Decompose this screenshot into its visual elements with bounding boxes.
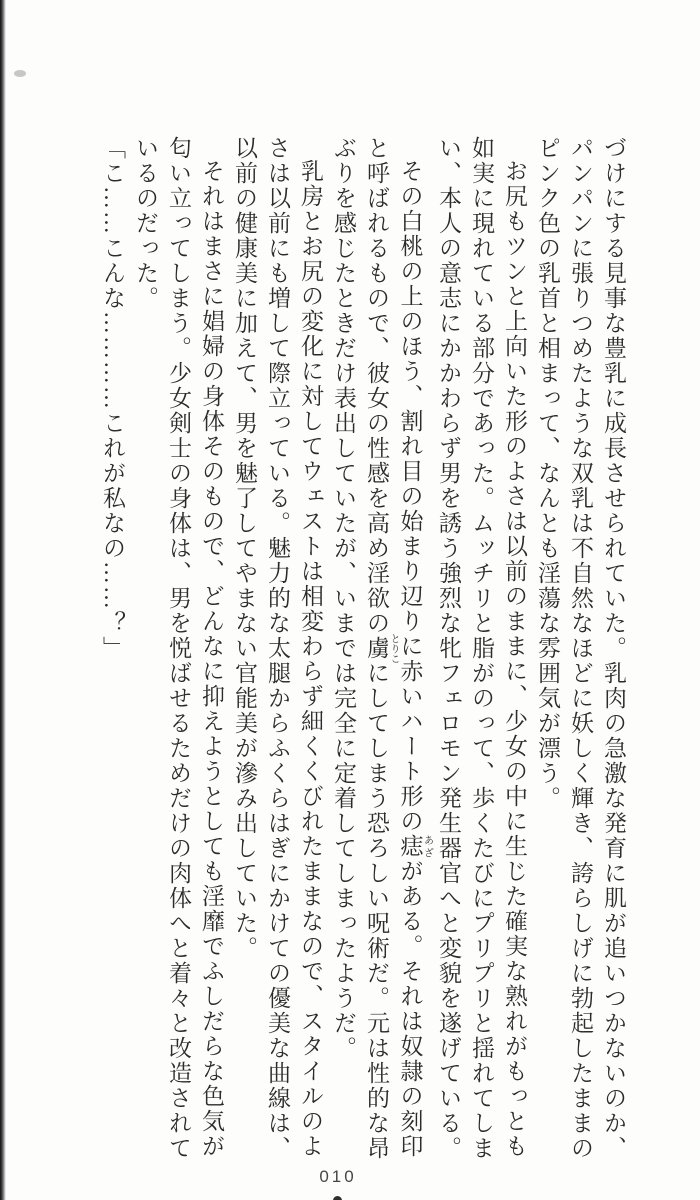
text-run: 「こ……こんな…………これが私なの……？」: [100, 136, 125, 661]
ruby-word: [397, 834, 433, 859]
ruby-base: 虜: [364, 633, 389, 664]
ruby-base: 痣: [397, 834, 423, 859]
footer-dot: [333, 1196, 342, 1200]
ruby-word: [364, 633, 399, 664]
ruby-furigana: あざ: [421, 834, 433, 859]
paragraph: [129, 136, 228, 1166]
paragraph: [327, 136, 432, 1166]
scan-smudge: [14, 70, 26, 77]
paragraph: [531, 136, 630, 1166]
page-number: 010: [319, 1167, 357, 1186]
page-text: [68, 136, 630, 1166]
text-run: にしてしまう恐ろしい呪術だ。元は性的な昂ぶりを感じたときだけ表出していたが、いまでは完全に定着してしまったようだ。: [331, 136, 389, 1161]
page-edge-shadow: [0, 0, 6, 1200]
text-run: がある。それは奴隷の刻印と呼ばれるもので、彼女の性感を高め淫欲の: [364, 136, 423, 1159]
ruby-furigana: とりこ: [388, 633, 399, 664]
text-run: その白桃の上のほう、割れ目の始まり辺りに赤いハート形の: [397, 159, 423, 834]
paragraph: [228, 136, 327, 1166]
text-run: お尻もツンと上向いた形のよさは以前のままに、少女の中に生じた確実な熟れがもっとも如実に現れている部分であった。ムッチリと脂がのって、歩くたびにプリプリと揺れてしまい、本人の意志にかかわらず男を誘う強烈な牝フェロモン発生器官へと変貌を遂げている。: [436, 136, 527, 1161]
paragraph: [96, 136, 129, 1166]
paragraph: [432, 136, 531, 1166]
text-run: それはまさに娼婦の身体そのもので、どんなに抑えようとしても淫靡でふしだらな色気が匂い立ってしまう。少女剣士の身体は、男を悦ばせるためだけの肉体へと着々と改造されているのだった。: [133, 136, 224, 1161]
text-run: 乳房とお尻の変化に対してウェストは相変わらず細くくびれたままなので、スタイルのよさは以前にも増して際立っている。魅力的な太腿からふくらはぎにかけての優美な曲線は、以前の健康美に加えて、男を魅了してやまない官能美が滲み出していた。: [232, 136, 323, 1161]
text-run: づけにする見事な豊乳に成長させられていた。乳肉の急激な発育に肌が追いつかないのか、パンパンに張りつめたような双乳は不自然なほどに妖しく輝き、誇らしげに勃起したままのピンク色の乳首と相まって、なんとも淫蕩な雰囲気が漂う。: [535, 136, 626, 1161]
